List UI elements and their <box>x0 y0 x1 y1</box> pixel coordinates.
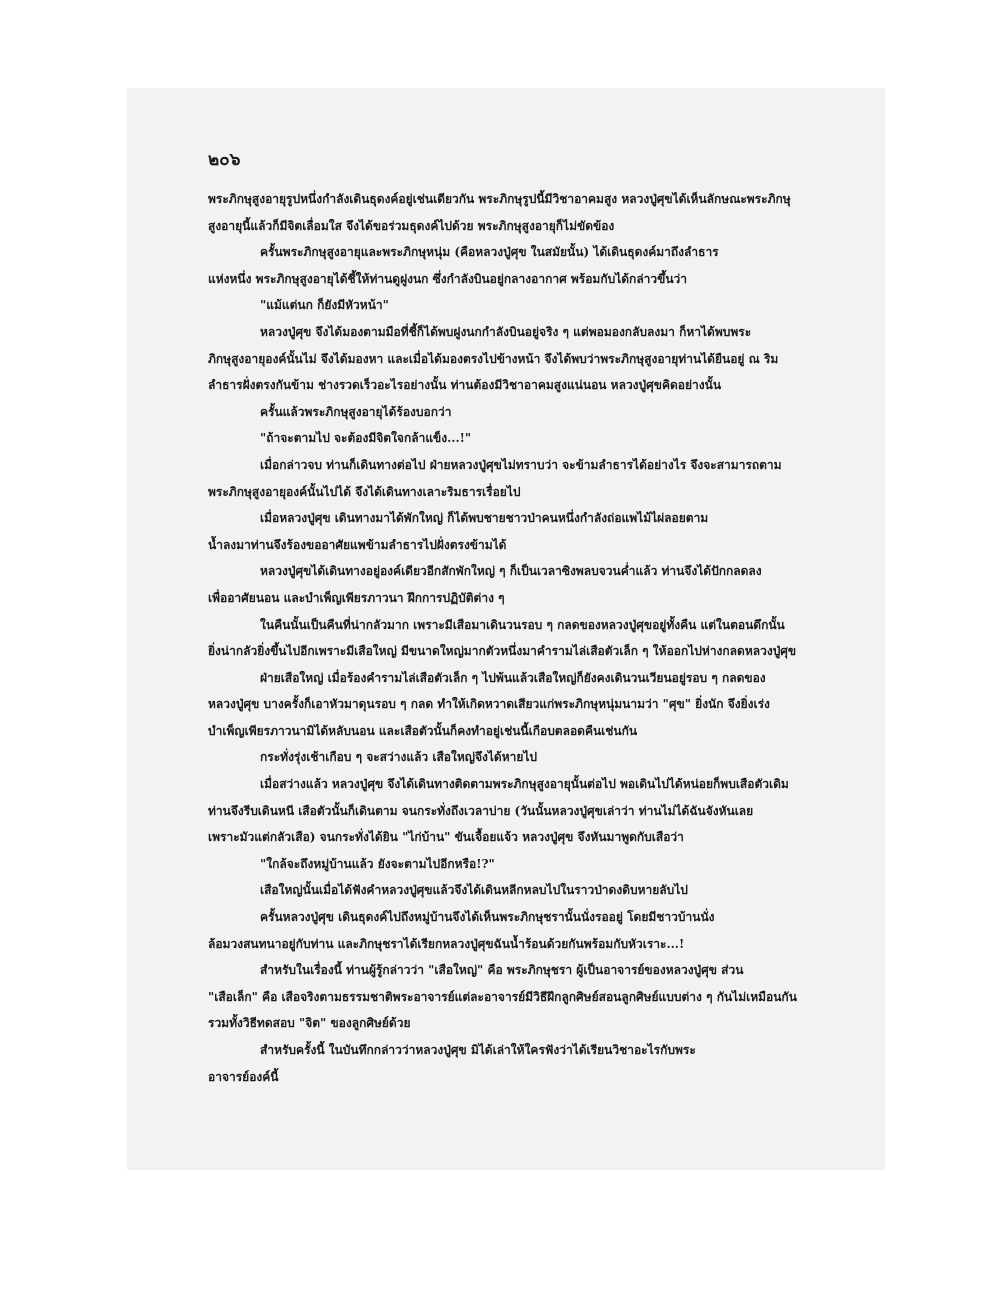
text-line: เมื่อสว่างแล้ว หลวงปู่ศุข จึงได้เดินทางติดตามพระภิกษุสูงอายุนั้นต่อไป พอเดินไปได้หน่อยก็พบเสือตัวเดิม <box>260 777 789 792</box>
text-line: ล้อมวงสนทนาอยู่กับท่าน และภิกษุชราได้เรียกหลวงปู่ศุขฉันน้ำร้อนด้วยกันพร้อมกับหัวเราะ...! <box>208 936 685 951</box>
text-line: ท่านจึงรีบเดินหนี เสือตัวนั้นก็เดินตาม จนกระทั่งถึงเวลาบ่าย (วันนั้นหลวงปู่ศุขเล่าว่า ท่านไม่ได้ฉันจังหันเลย <box>208 803 754 818</box>
text-line: พระภิกษุสูงอายุองค์นั้นไปได้ จึงได้เดินทางเลาะริมธารเรื่อยไป <box>208 484 521 499</box>
text-line: สูงอายุนี้แล้วก็มีจิตเลื่อมใส จึงได้ขอร่วมธุดงค์ไปด้วย พระภิกษุสูงอายุก็ไม่ขัดข้อง <box>208 218 615 233</box>
text-line: ครั้นแล้วพระภิกษุสูงอายุได้ร้องบอกว่า <box>260 404 452 419</box>
text-line: สำหรับครั้งนี้ ในบันทึกกล่าวว่าหลวงปู่ศุข มิได้เล่าให้ใครฟังว่าได้เรียนวิชาอะไรกับพระ <box>260 1043 696 1057</box>
text-line: เพราะมัวแต่กลัวเสือ) จนกระทั่งได้ยิน "ไก่บ้าน" ขันเจื้อยแจ้ว หลวงปู่ศุข จึงหันมาพูดกับเสือว่า <box>208 830 684 845</box>
text-line: "เสือเล็ก" คือ เสือจริงตามธรรมชาติพระอาจารย์แต่ละอาจารย์มีวิธีฝึกลูกศิษย์สอนลูกศิษย์แบบต่าง ๆ กันไม่เหมือนกัน <box>208 989 797 1004</box>
text-line: หลวงปู่ศุข จึงได้มองตามมือที่ชี้ก็ได้พบฝูงนกกำลังบินอยู่จริง ๆ แต่พอมองกลับลงมา ก็หาได้พบพระ <box>260 324 752 339</box>
text-line: เพื่ออาศัยนอน และบำเพ็ญเพียรภาวนา ฝึกการปฏิบัติต่าง ๆ <box>208 590 505 605</box>
document-page <box>127 88 885 1170</box>
text-line: "ใกล้จะถึงหมู่บ้านแล้ว ยังจะตามไปอีกหรือ!?" <box>260 856 495 871</box>
body-text <box>208 186 835 1090</box>
text-line: รวมทั้งวิธีทดสอบ "จิต" ของลูกศิษย์ด้วย <box>208 1016 411 1031</box>
text-line: หลวงปู่ศุขได้เดินทางอยู่องค์เดียวอีกสักพักใหญ่ ๆ ก็เป็นเวลาซิงพลบจวนค่ำแล้ว ท่านจึงได้ปักกลดลง <box>260 564 762 579</box>
text-line: หลวงปู่ศุข บางครั้งก็เอาหัวมาดุนรอบ ๆ กลด ทำให้เกิดหวาดเสียวแก่พระภิกษุหนุ่มนามว่า "ศุข" ยิ่งนัก จึงยิ่งเร่ง <box>208 697 770 712</box>
page-number: ๒๐๖ <box>208 150 241 170</box>
text-line: "แม้แต่นก ก็ยังมีหัวหน้า" <box>260 298 389 313</box>
text-line: บำเพ็ญเพียรภาวนามิได้หลับนอน และเสือตัวนั้นก็คงทำอยู่เช่นนี้เกือบตลอดคืนเช่นกัน <box>208 723 638 738</box>
text-line: กระทั่งรุ่งเช้าเกือบ ๆ จะสว่างแล้ว เสือใหญ่จึงได้หายไป <box>260 750 538 765</box>
text-line: แห่งหนึ่ง พระภิกษุสูงอายุได้ชี้ให้ท่านดูฝูงนก ซึ่งกำลังบินอยู่กลางอากาศ พร้อมกับได้กล่าวขึ้นว่า <box>208 271 688 286</box>
text-line: ครั้นหลวงปู่ศุข เดินธุดงค์ไปถึงหมู่บ้านจึงได้เห็นพระภิกษุชรานั้นนั่งรออยู่ โดยมีชาวบ้านนั่ง <box>260 910 715 925</box>
text-line: เมื่อหลวงปู่ศุข เดินทางมาได้พักใหญ่ ก็ได้พบชายชาวป่าคนหนึ่งกำลังถ่อแพไม้ไผ่ลอยตาม <box>260 511 709 526</box>
text-line: อาจารย์องค์นี้ <box>208 1069 279 1084</box>
text-line: สำหรับในเรื่องนี้ ท่านผู้รู้กล่าวว่า "เสือใหญ่" คือ พระภิกษุชรา ผู้เป็นอาจารย์ของหลวงปู่ศุข ส่วน <box>260 963 744 978</box>
text-line: ภิกษุสูงอายุองค์นั้นไม่ จึงได้มองหา และเมื่อได้มองตรงไปข้างหน้า จึงได้พบว่าพระภิกษุสูงอายุท่านได้ยืนอยู่ ณ ริม <box>208 351 779 366</box>
text-line: เมื่อกล่าวจบ ท่านก็เดินทางต่อไป ฝ่ายหลวงปู่ศุขไม่ทราบว่า จะข้ามลำธารได้อย่างไร จึงจะสามารถตาม <box>260 457 782 472</box>
text-line: เสือใหญ่นั้นเมื่อได้ฟังคำหลวงปู่ศุขแล้วจึงได้เดินหลีกหลบไปในราวป่าดงดิบหายลับไป <box>260 883 688 898</box>
text-line: ฝ่ายเสือใหญ่ เมื่อร้องคำรามไล่เสือตัวเล็ก ๆ ไปพ้นแล้วเสือใหญ่ก็ยังคงเดินวนเวียนอยู่รอบ ๆ กลดของ <box>260 670 766 685</box>
text-line: น้ำลงมาท่านจึงร้องขออาศัยแพข้ามลำธารไปฝั่งตรงข้ามได้ <box>208 537 507 552</box>
text-line: ยิ่งน่ากลัวยิ่งขึ้นไปอีกเพราะมีเสือใหญ่ มีขนาดใหญ่มากตัวหนึ่งมาคำรามไล่เสือตัวเล็ก ๆ ให้ออกไปห่างกลดหลวงปู่ศุข <box>208 644 797 659</box>
text-line: ครั้นพระภิกษุสูงอายุและพระภิกษุหนุ่ม (คือหลวงปู่ศุข ในสมัยนั้น) ได้เดินธุดงค์มาถึงลำธาร <box>260 245 719 260</box>
text-line: ในคืนนั้นเป็นคืนที่น่ากลัวมาก เพราะมีเสือมาเดินวนรอบ ๆ กลดของหลวงปู่ศุขอยู่ทั้งคืน แต่ในตอนดึกนั้น <box>260 617 785 632</box>
text-line: พระภิกษุสูงอายุรูปหนึ่งกำลังเดินธุดงค์อยู่เช่นเดียวกัน พระภิกษุรูปนี้มีวิชาอาคมสูง หลวงปู่ศุขได้เห็นลักษณะพระภิกษุ <box>208 192 791 206</box>
text-line: ลำธารฝั่งตรงกันข้าม ช่างรวดเร็วอะไรอย่างนั้น ท่านต้องมีวิชาอาคมสูงแน่นอน หลวงปู่ศุขคิดอย่างนั้น <box>208 378 722 393</box>
text-line: "ถ้าจะตามไป จะต้องมีจิตใจกล้าแข็ง...!" <box>260 431 472 446</box>
